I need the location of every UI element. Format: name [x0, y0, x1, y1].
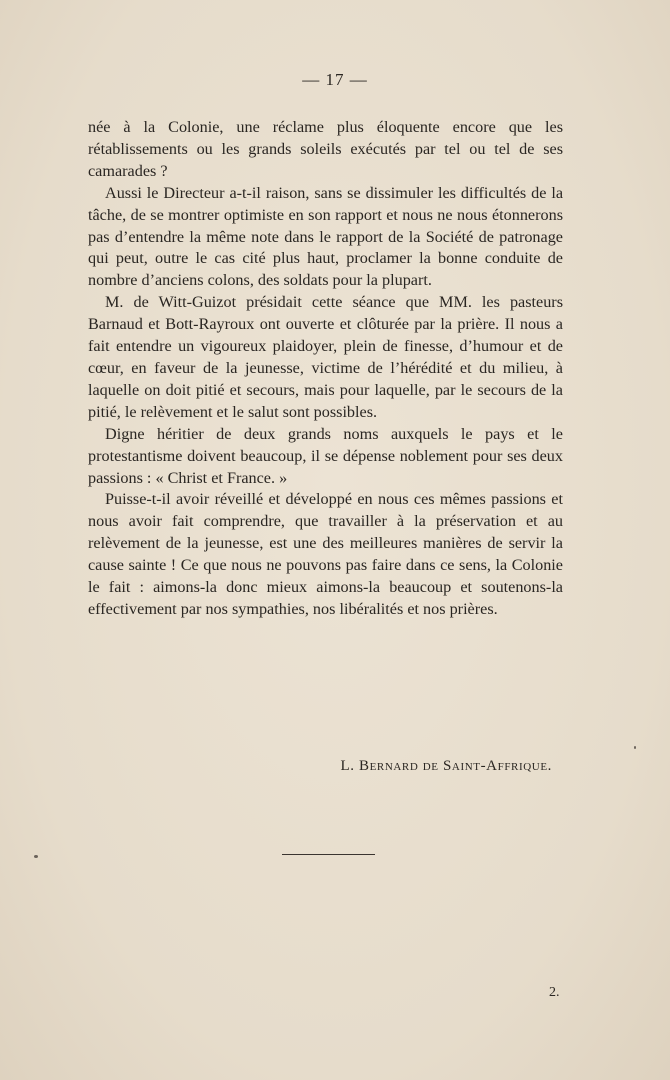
paper-speck: [634, 746, 636, 749]
paragraph-1: née à la Colonie, une réclame plus éloquente encore que les rétablissements ou les grands soleils exécutés par tel ou tel de ses camarades ?: [88, 118, 563, 180]
author-signature: L. Bernard de Saint-Affrique.: [340, 758, 552, 774]
paper-speck: [34, 855, 38, 858]
paragraph-5: Puisse-t-il avoir réveillé et développé en nous ces mêmes passions et nous avoir fait comprendre, que travailler à la préservation et au relèvement de la jeunesse, est une des meilleures manières de servir la cause sainte ! Ce que nous ne pouvons pas faire dans ce sens, la Colonie le fait : aimons-la donc mieux aimons-la beaucoup et soutenons-la effectivement par nos sympathies, nos libéralités et nos prières.: [88, 490, 563, 618]
body-text: [88, 117, 563, 621]
paragraph-2: Aussi le Directeur a-t-il raison, sans se dissimuler les difficultés de la tâche, de se montrer optimiste en son rapport et nous ne nous étonnerons pas d’entendre la même note dans le rapport de la Société de patronage qui peut, outre le cas cité plus haut, proclamer la bonne conduite de nombre d’anciens colons, des soldats pour la plupart.: [88, 183, 563, 290]
paragraph-3: M. de Witt-Guizot présidait cette séance que MM. les pasteurs Barnaud et Bott-Rayroux ont ouverte et clôturée par la prière. Il nous a fait entendre un vigoureux plaidoyer, plein de finesse, d’humour et de cœur, en faveur de la jeunesse, victime de l’hérédité et du milieu, à laquelle on doit pitié et secours, mais pour laquelle, par le secours de la pitié, le relèvement et le salut sont possibles.: [88, 293, 563, 421]
paragraph-4: Digne héritier de deux grands noms auxquels le pays et le protestantisme doivent beaucoup, il se dépense noblement pour ses deux passions : « Christ et France. »: [88, 424, 563, 487]
signature-mark: 2.: [549, 985, 560, 1000]
closing-rule: [282, 854, 375, 855]
page-number: — 17 —: [302, 70, 368, 89]
